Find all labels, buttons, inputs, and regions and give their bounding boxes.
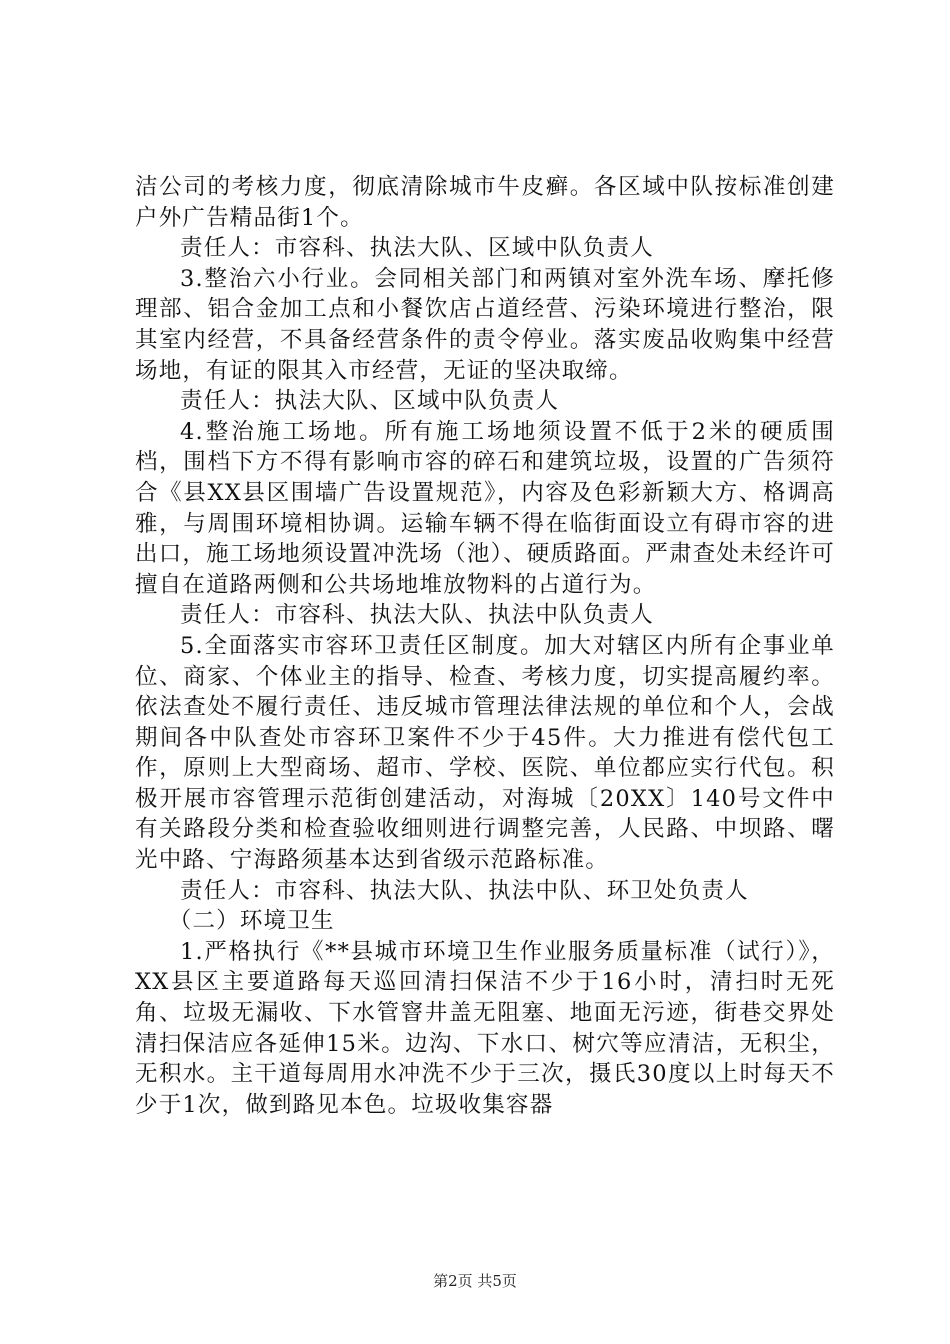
responsible-party-line: 责任人：市容科、执法大队、执法中队、环卫处负责人: [180, 877, 749, 904]
document-body: [135, 172, 835, 1120]
paragraph-continuation: 洁公司的考核力度，彻底清除城市牛皮癣。各区域中队按标准创建户外广告精品街1个。: [135, 174, 835, 231]
section-heading: （二）环境卫生: [168, 908, 335, 935]
paragraph-item-3: 3.整治六小行业。会同相关部门和两镇对室外洗车场、摩托修理部、铝合金加工点和小餐饮店占道经营、污染环境进行整治，限其室内经营，不具备经营条件的责令停业。落实废品收购集中经营场地，有证的限其入市经营，无证的坚决取缔。: [135, 265, 835, 384]
responsible-party-line: 责任人：执法大队、区域中队负责人: [180, 388, 560, 415]
paragraph-item-4: 4.整治施工场地。所有施工场地须设置不低于2米的硬质围档，围档下方不得有影响市容的碎石和建筑垃圾，设置的广告须符合《县XX县区围墙广告设置规范》，内容及色彩新颖大方、格调高雅，与周围环境相协调。运输车辆不得在临街面设立有碍市容的进出口，施工场地须设置冲洗场（池）、硬质路面。严肃查处未经许可擅自在道路两侧和公共场地堆放物料的占道行为。: [135, 418, 835, 598]
responsible-party-line: 责任人：市容科、执法大队、执法中队负责人: [180, 602, 655, 629]
paragraph-item-1: 1.严格执行《**县城市环境卫生作业服务质量标准（试行）》，XX县区主要道路每天巡回清扫保洁不少于16小时，清扫时无死角、垃圾无漏收、下水管窨井盖无阻塞、地面无污迹，街巷交界处清扫保洁应各延伸15米。边沟、下水口、树穴等应清洁，无积尘，无积水。主干道每周用水冲洗不少于三次，摄氏30度以上时每天不少于1次，做到路见本色。垃圾收集容器: [135, 938, 835, 1118]
responsible-party-line: 责任人：市容科、执法大队、区域中队负责人: [180, 235, 655, 262]
paragraph-item-5: 5.全面落实市容环卫责任区制度。加大对辖区内所有企事业单位、商家、个体业主的指导、检查、考核力度，切实提高履约率。依法查处不履行责任、违反城市管理法律法规的单位和个人，会战期间各中队查处市容环卫案件不少于45件。大力推进有偿代包工作，原则上大型商场、超市、学校、医院、单位都应实行代包。积极开展市容管理示范街创建活动，对海城〔20XX〕140号文件中有关路段分类和检查验收细则进行调整完善，人民路、中坝路、曙光中路、宁海路须基本达到省级示范路标准。: [135, 632, 835, 874]
page-number: 第2页 共5页: [433, 1272, 517, 1290]
